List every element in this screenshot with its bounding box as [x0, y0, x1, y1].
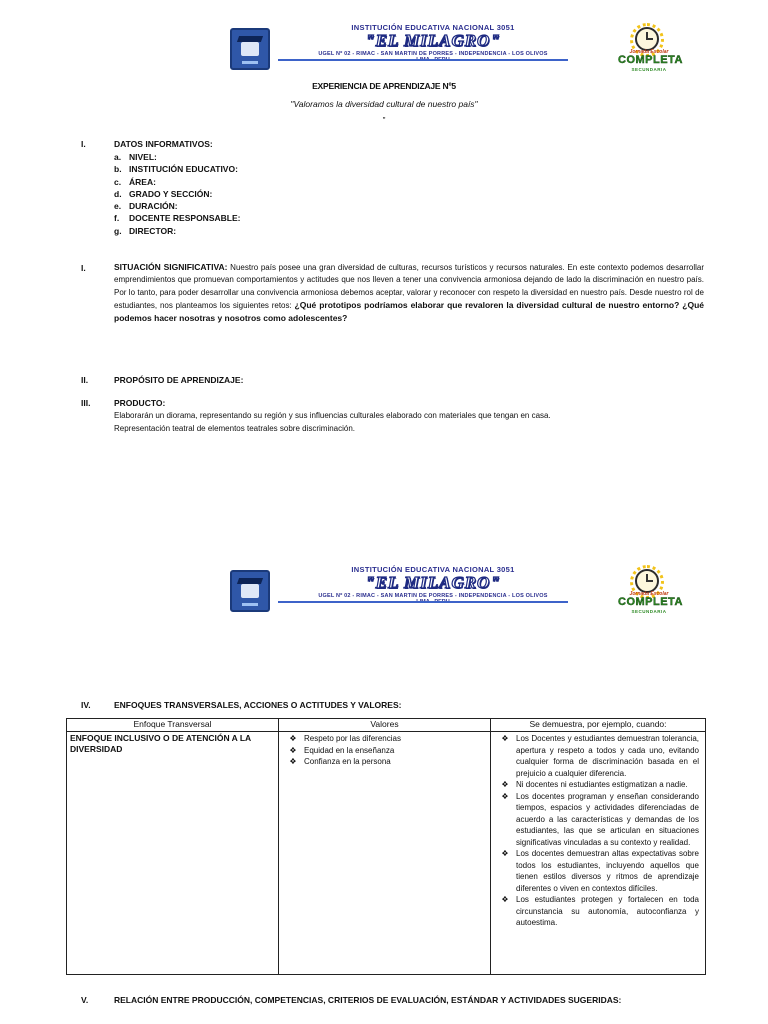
diamond-bullet-icon: ❖	[501, 895, 509, 904]
diamond-bullet-icon: ❖	[501, 734, 509, 743]
school-header-repeat	[228, 565, 753, 617]
section-number: V.	[81, 995, 89, 1005]
page-title: EXPERIENCIA DE APRENDIZAJE Nº5	[312, 81, 456, 91]
list-item: ❖ Los estudiantes protegen y fortalecen en toda circunstancia su autonomía, autoconfianza y autoestima.	[494, 894, 699, 929]
section-heading-producto: PRODUCTO:	[114, 398, 166, 408]
diamond-bullet-icon: ❖	[501, 791, 509, 801]
jornada-completa-logo: Jornada Escolar COMPLETA SECUNDARIA	[618, 25, 680, 73]
school-name: "EL MILAGRO"	[365, 31, 501, 50]
list-item: g. DIRECTOR:	[114, 225, 177, 236]
diamond-bullet-icon: ❖	[289, 745, 297, 755]
producto-line: Representación teatral de elementos teatrales sobre discriminación.	[114, 424, 356, 433]
list-item: ❖ Los docentes demuestran altas expectativas sobre todos los estudiantes, incluyendo aquellos que tienen estilos diversos y ritmos de aprendizaje diferentes o viven en contextos difíciles.	[494, 848, 699, 894]
producto-line: Elaborarán un diorama, representando su región y sus influencias culturales elaborado con materiales que tengan en casa.	[114, 411, 551, 420]
list-item: ❖ Confianza en la persona	[282, 756, 487, 768]
list-item: f. DOCENTE RESPONSABLE:	[114, 213, 241, 224]
clock-icon	[635, 569, 659, 593]
diamond-bullet-icon: ❖	[289, 734, 297, 743]
demuestra-cell	[491, 732, 706, 975]
valores-cell	[279, 732, 491, 975]
section-heading-situacion: SITUACIÓN SIGNIFICATIVA:	[114, 262, 228, 272]
column-header: Valores	[279, 719, 491, 732]
datos-list	[114, 151, 240, 237]
situacion-question: ¿Qué prototipos podríamos elaborar que revaloren la diversidad cultural de nuestro entorno? ¿Qué podemos hacer nosotras y nosotros como adolescentes?	[114, 299, 704, 324]
enfoques-table	[66, 718, 705, 975]
table-header-row	[67, 719, 706, 732]
section-number: I.	[81, 139, 86, 149]
list-item: d. GRADO Y SECCIÓN:	[114, 188, 213, 199]
section-heading-enfoques: ENFOQUES TRANSVERSALES, ACCIONES O ACTITUDES Y VALORES:	[114, 700, 402, 710]
school-ugel: UGEL Nº 02 - RIMAC - SAN MARTIN DE PORRES - INDEPENDENCIA - LOS OLIVOS	[318, 51, 548, 57]
jornada-completa-logo: Jornada Escolar COMPLETA SECUNDARIA	[618, 567, 680, 615]
section-heading-proposito: PROPÓSITO DE APRENDIZAJE:	[114, 375, 244, 385]
list-item: ❖ Respeto por las diferencias	[282, 733, 487, 745]
school-title-block	[283, 23, 583, 63]
diamond-bullet-icon: ❖	[501, 780, 509, 789]
column-header: Enfoque Transversal	[67, 719, 279, 732]
school-line1: INSTITUCIÓN EDUCATIVA NACIONAL 3051	[351, 23, 515, 32]
table-row	[67, 732, 706, 975]
list-item: ❖ Los Docentes y estudiantes demuestran tolerancia, apertura y respeto a todos y cada uno, evitando cualquier forma de discriminación basada en el prejuicio a cualquier diferencia.	[494, 733, 699, 779]
situacion-paragraph: SITUACIÓN SIGNIFICATIVA: Nuestro país posee una gran diversidad de culturas, recursos turísticos y recursos naturales. En este contexto podemos desarrollar emprendimientos que promuevan comportamientos y actitudes que nos lleven a tener una convivencia armoniosa dejando de lado la discriminación en nuestro país. Por lo tanto, para poder desarrollar una convivencia armoniosa debemos aceptar, valorar y reconocer con respeto la diversidad en nuestro país. Desde nuestro rol de estudiantes, nos planteamos los siguientes retos: ¿Qué prototipos podríamos elaborar que revaloren la diversidad cultural de nuestro entorno? ¿Qué podemos hacer nosotras y nosotros como adolescentes?	[114, 262, 704, 324]
section-number: III.	[81, 398, 91, 408]
section-number: II.	[81, 375, 89, 385]
list-item: e. DURACIÓN:	[114, 201, 178, 212]
list-item: a. NIVEL:	[114, 152, 157, 162]
school-title-block: INSTITUCIÓN EDUCATIVA NACIONAL 3051 "EL MILAGRO" UGEL Nº 02 - RIMAC - SAN MARTIN DE PORRES - INDEPENDENCIA - LOS OLIVOS	[318, 565, 548, 599]
header-rule	[278, 601, 568, 603]
column-header: Se demuestra, por ejemplo, cuando:	[491, 719, 706, 732]
list-item: ❖ Los docentes programan y enseñan considerando tiempos, espacios y actividades diferenciadas de acuerdo a las características y demandas de los estudiantes, las que se articulan en situaciones significativas vinculadas a su contexto y realidad.	[494, 791, 699, 849]
section-heading-datos: DATOS INFORMATIVOS:	[114, 139, 213, 149]
school-crest-logo	[230, 28, 270, 70]
enfoque-cell: ENFOQUE INCLUSIVO O DE ATENCIÓN A LA DIVERSIDAD	[67, 732, 279, 975]
subtitle-mark: "	[382, 116, 386, 125]
diamond-bullet-icon: ❖	[501, 849, 509, 858]
section-number: IV.	[81, 700, 91, 710]
school-crest-logo	[230, 570, 270, 612]
clock-icon	[635, 27, 659, 51]
header-rule	[278, 59, 568, 61]
page-subtitle: "Valoramos la diversidad cultural de nuestro país"	[290, 99, 478, 109]
list-item: c. ÁREA:	[114, 176, 156, 187]
list-item: ❖ Ni docentes ni estudiantes estigmatizan a nadie.	[494, 779, 699, 791]
section-number: I.	[81, 263, 86, 273]
school-header	[228, 23, 753, 75]
diamond-bullet-icon: ❖	[289, 757, 297, 766]
list-item: ❖ Equidad en la enseñanza	[282, 745, 487, 757]
list-item: b. INSTITUCIÓN EDUCATIVO:	[114, 164, 238, 175]
section-heading-relacion: RELACIÓN ENTRE PRODUCCIÓN, COMPETENCIAS, CRITERIOS DE EVALUACIÓN, ESTÁNDAR Y ACTIVIDADES SUGERIDAS:	[114, 995, 622, 1005]
